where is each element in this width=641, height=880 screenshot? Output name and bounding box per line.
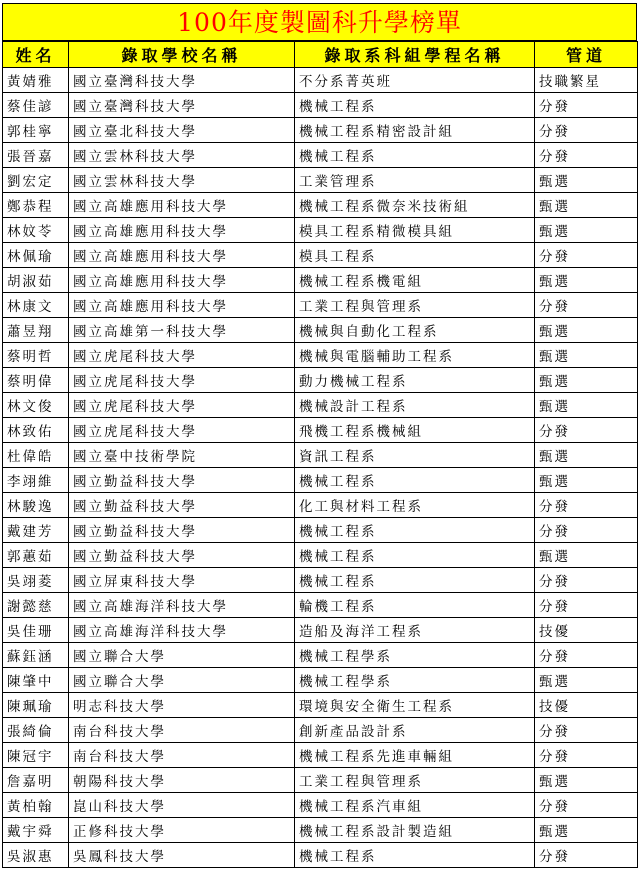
student-name-cell: 蔡明哲: [3, 343, 69, 368]
page-title: 100年度製圖科升學榜單: [2, 3, 637, 41]
table-row: [3, 718, 638, 743]
header-department: 錄取系科組學程名稱: [295, 42, 535, 68]
channel-cell: 甄選: [535, 818, 638, 843]
channel-cell: 分發: [535, 293, 638, 318]
header-row: [3, 42, 638, 68]
table-row: [3, 393, 638, 418]
channel-cell: 甄選: [535, 543, 638, 568]
department-name-cell: 模具工程系: [295, 243, 535, 268]
department-name-cell: 機械工程學系: [295, 643, 535, 668]
student-name-cell: 郭桂寧: [3, 118, 69, 143]
school-name-cell: 國立高雄應用科技大學: [69, 268, 295, 293]
table-row: [3, 618, 638, 643]
department-name-cell: 機械工程系: [295, 93, 535, 118]
student-name-cell: 蘇鈺涵: [3, 643, 69, 668]
header-school: 錄取學校名稱: [69, 42, 295, 68]
student-name-cell: 吳翊菱: [3, 568, 69, 593]
channel-cell: 技優: [535, 693, 638, 718]
student-name-cell: 吳佳珊: [3, 618, 69, 643]
student-name-cell: 林妏苓: [3, 218, 69, 243]
channel-cell: 分發: [535, 243, 638, 268]
school-name-cell: 正修科技大學: [69, 818, 295, 843]
school-name-cell: 國立虎尾科技大學: [69, 418, 295, 443]
student-name-cell: 林駿逸: [3, 493, 69, 518]
table-row: [3, 343, 638, 368]
channel-cell: 甄選: [535, 768, 638, 793]
school-name-cell: 國立勤益科技大學: [69, 468, 295, 493]
student-name-cell: 蕭昱翔: [3, 318, 69, 343]
school-name-cell: 南台科技大學: [69, 718, 295, 743]
channel-cell: 技優: [535, 618, 638, 643]
table-row: [3, 68, 638, 93]
school-name-cell: 國立屏東科技大學: [69, 568, 295, 593]
table-row: [3, 118, 638, 143]
department-name-cell: 機械工程學系: [295, 668, 535, 693]
admission-list-sheet: [2, 3, 637, 868]
student-name-cell: 林致佑: [3, 418, 69, 443]
table-row: [3, 793, 638, 818]
school-name-cell: 國立高雄應用科技大學: [69, 193, 295, 218]
table-row: [3, 443, 638, 468]
channel-cell: 分發: [535, 493, 638, 518]
channel-cell: 技職繁星: [535, 68, 638, 93]
table-row: [3, 168, 638, 193]
table-row: [3, 493, 638, 518]
student-name-cell: 詹嘉明: [3, 768, 69, 793]
channel-cell: 甄選: [535, 468, 638, 493]
table-row: [3, 418, 638, 443]
department-name-cell: 輪機工程系: [295, 593, 535, 618]
channel-cell: 分發: [535, 718, 638, 743]
school-name-cell: 國立勤益科技大學: [69, 543, 295, 568]
department-name-cell: 不分系菁英班: [295, 68, 535, 93]
table-row: [3, 318, 638, 343]
channel-cell: 甄選: [535, 218, 638, 243]
channel-cell: 甄選: [535, 368, 638, 393]
school-name-cell: 國立臺灣科技大學: [69, 68, 295, 93]
table-row: [3, 268, 638, 293]
department-name-cell: 創新產品設計系: [295, 718, 535, 743]
department-name-cell: 模具工程系精微模具組: [295, 218, 535, 243]
school-name-cell: 國立高雄應用科技大學: [69, 293, 295, 318]
school-name-cell: 國立高雄應用科技大學: [69, 218, 295, 243]
header-name: 姓名: [3, 42, 69, 68]
department-name-cell: 化工與材料工程系: [295, 493, 535, 518]
table-row: [3, 693, 638, 718]
channel-cell: 分發: [535, 118, 638, 143]
department-name-cell: 機械工程系: [295, 543, 535, 568]
school-name-cell: 朝陽科技大學: [69, 768, 295, 793]
student-name-cell: 謝懿慈: [3, 593, 69, 618]
channel-cell: 分發: [535, 418, 638, 443]
channel-cell: 分發: [535, 793, 638, 818]
channel-cell: 甄選: [535, 343, 638, 368]
student-name-cell: 林佩瑜: [3, 243, 69, 268]
department-name-cell: 機械設計工程系: [295, 393, 535, 418]
table-row: [3, 193, 638, 218]
school-name-cell: 國立臺灣科技大學: [69, 93, 295, 118]
table-row: [3, 743, 638, 768]
channel-cell: 分發: [535, 568, 638, 593]
department-name-cell: 資訊工程系: [295, 443, 535, 468]
department-name-cell: 機械工程系: [295, 518, 535, 543]
department-name-cell: 機械工程系: [295, 468, 535, 493]
student-name-cell: 蔡佳諺: [3, 93, 69, 118]
student-name-cell: 蔡明偉: [3, 368, 69, 393]
school-name-cell: 國立聯合大學: [69, 643, 295, 668]
school-name-cell: 南台科技大學: [69, 743, 295, 768]
student-name-cell: 戴建芳: [3, 518, 69, 543]
school-name-cell: 國立虎尾科技大學: [69, 343, 295, 368]
channel-cell: 分發: [535, 518, 638, 543]
student-name-cell: 吳淑惠: [3, 843, 69, 868]
school-name-cell: 國立勤益科技大學: [69, 518, 295, 543]
department-name-cell: 機械工程系: [295, 568, 535, 593]
department-name-cell: 工業管理系: [295, 168, 535, 193]
school-name-cell: 明志科技大學: [69, 693, 295, 718]
department-name-cell: 機械工程系精密設計組: [295, 118, 535, 143]
table-row: [3, 593, 638, 618]
department-name-cell: 機械工程系: [295, 843, 535, 868]
student-name-cell: 劉宏定: [3, 168, 69, 193]
school-name-cell: 國立雲林科技大學: [69, 143, 295, 168]
student-name-cell: 杜偉皓: [3, 443, 69, 468]
department-name-cell: 機械工程系: [295, 143, 535, 168]
school-name-cell: 國立臺北科技大學: [69, 118, 295, 143]
student-name-cell: 李翊維: [3, 468, 69, 493]
channel-cell: 分發: [535, 843, 638, 868]
channel-cell: 分發: [535, 143, 638, 168]
table-row: [3, 668, 638, 693]
table-row: [3, 843, 638, 868]
channel-cell: 甄選: [535, 193, 638, 218]
admission-table: [2, 41, 638, 868]
channel-cell: 甄選: [535, 318, 638, 343]
table-row: [3, 293, 638, 318]
channel-cell: 甄選: [535, 393, 638, 418]
department-name-cell: 工業工程與管理系: [295, 768, 535, 793]
department-name-cell: 機械工程系機電組: [295, 268, 535, 293]
student-name-cell: 陳肇中: [3, 668, 69, 693]
department-name-cell: 機械工程系汽車組: [295, 793, 535, 818]
school-name-cell: 國立虎尾科技大學: [69, 368, 295, 393]
school-name-cell: 國立聯合大學: [69, 668, 295, 693]
table-row: [3, 518, 638, 543]
channel-cell: 分發: [535, 643, 638, 668]
school-name-cell: 國立高雄海洋科技大學: [69, 618, 295, 643]
department-name-cell: 機械與自動化工程系: [295, 318, 535, 343]
table-row: [3, 568, 638, 593]
school-name-cell: 國立雲林科技大學: [69, 168, 295, 193]
student-name-cell: 陳冠宇: [3, 743, 69, 768]
school-name-cell: 吳鳳科技大學: [69, 843, 295, 868]
channel-cell: 分發: [535, 743, 638, 768]
student-name-cell: 張綺倫: [3, 718, 69, 743]
student-name-cell: 林文俊: [3, 393, 69, 418]
table-row: [3, 468, 638, 493]
student-name-cell: 黃柏翰: [3, 793, 69, 818]
table-row: [3, 243, 638, 268]
school-name-cell: 國立臺中技術學院: [69, 443, 295, 468]
table-row: [3, 93, 638, 118]
table-row: [3, 368, 638, 393]
student-name-cell: 郭蕙茹: [3, 543, 69, 568]
department-name-cell: 機械工程系設計製造組: [295, 818, 535, 843]
student-name-cell: 張晉嘉: [3, 143, 69, 168]
department-name-cell: 機械與電腦輔助工程系: [295, 343, 535, 368]
table-row: [3, 818, 638, 843]
department-name-cell: 機械工程系先進車輛組: [295, 743, 535, 768]
school-name-cell: 國立高雄海洋科技大學: [69, 593, 295, 618]
school-name-cell: 國立勤益科技大學: [69, 493, 295, 518]
student-name-cell: 戴宇舜: [3, 818, 69, 843]
channel-cell: 甄選: [535, 168, 638, 193]
department-name-cell: 造船及海洋工程系: [295, 618, 535, 643]
department-name-cell: 機械工程系微奈米技術組: [295, 193, 535, 218]
school-name-cell: 國立虎尾科技大學: [69, 393, 295, 418]
school-name-cell: 國立高雄應用科技大學: [69, 243, 295, 268]
table-row: [3, 643, 638, 668]
table-row: [3, 543, 638, 568]
table-row: [3, 218, 638, 243]
school-name-cell: 崑山科技大學: [69, 793, 295, 818]
school-name-cell: 國立高雄第一科技大學: [69, 318, 295, 343]
student-name-cell: 林康文: [3, 293, 69, 318]
student-name-cell: 胡淑茹: [3, 268, 69, 293]
header-channel: 管道: [535, 42, 638, 68]
department-name-cell: 工業工程與管理系: [295, 293, 535, 318]
student-name-cell: 黃婧雅: [3, 68, 69, 93]
channel-cell: 甄選: [535, 268, 638, 293]
channel-cell: 分發: [535, 593, 638, 618]
channel-cell: 甄選: [535, 668, 638, 693]
channel-cell: 甄選: [535, 443, 638, 468]
table-row: [3, 143, 638, 168]
table-row: [3, 768, 638, 793]
channel-cell: 分發: [535, 93, 638, 118]
student-name-cell: 陳珮瑜: [3, 693, 69, 718]
department-name-cell: 環境與安全衛生工程系: [295, 693, 535, 718]
student-name-cell: 鄭恭程: [3, 193, 69, 218]
department-name-cell: 動力機械工程系: [295, 368, 535, 393]
department-name-cell: 飛機工程系機械組: [295, 418, 535, 443]
